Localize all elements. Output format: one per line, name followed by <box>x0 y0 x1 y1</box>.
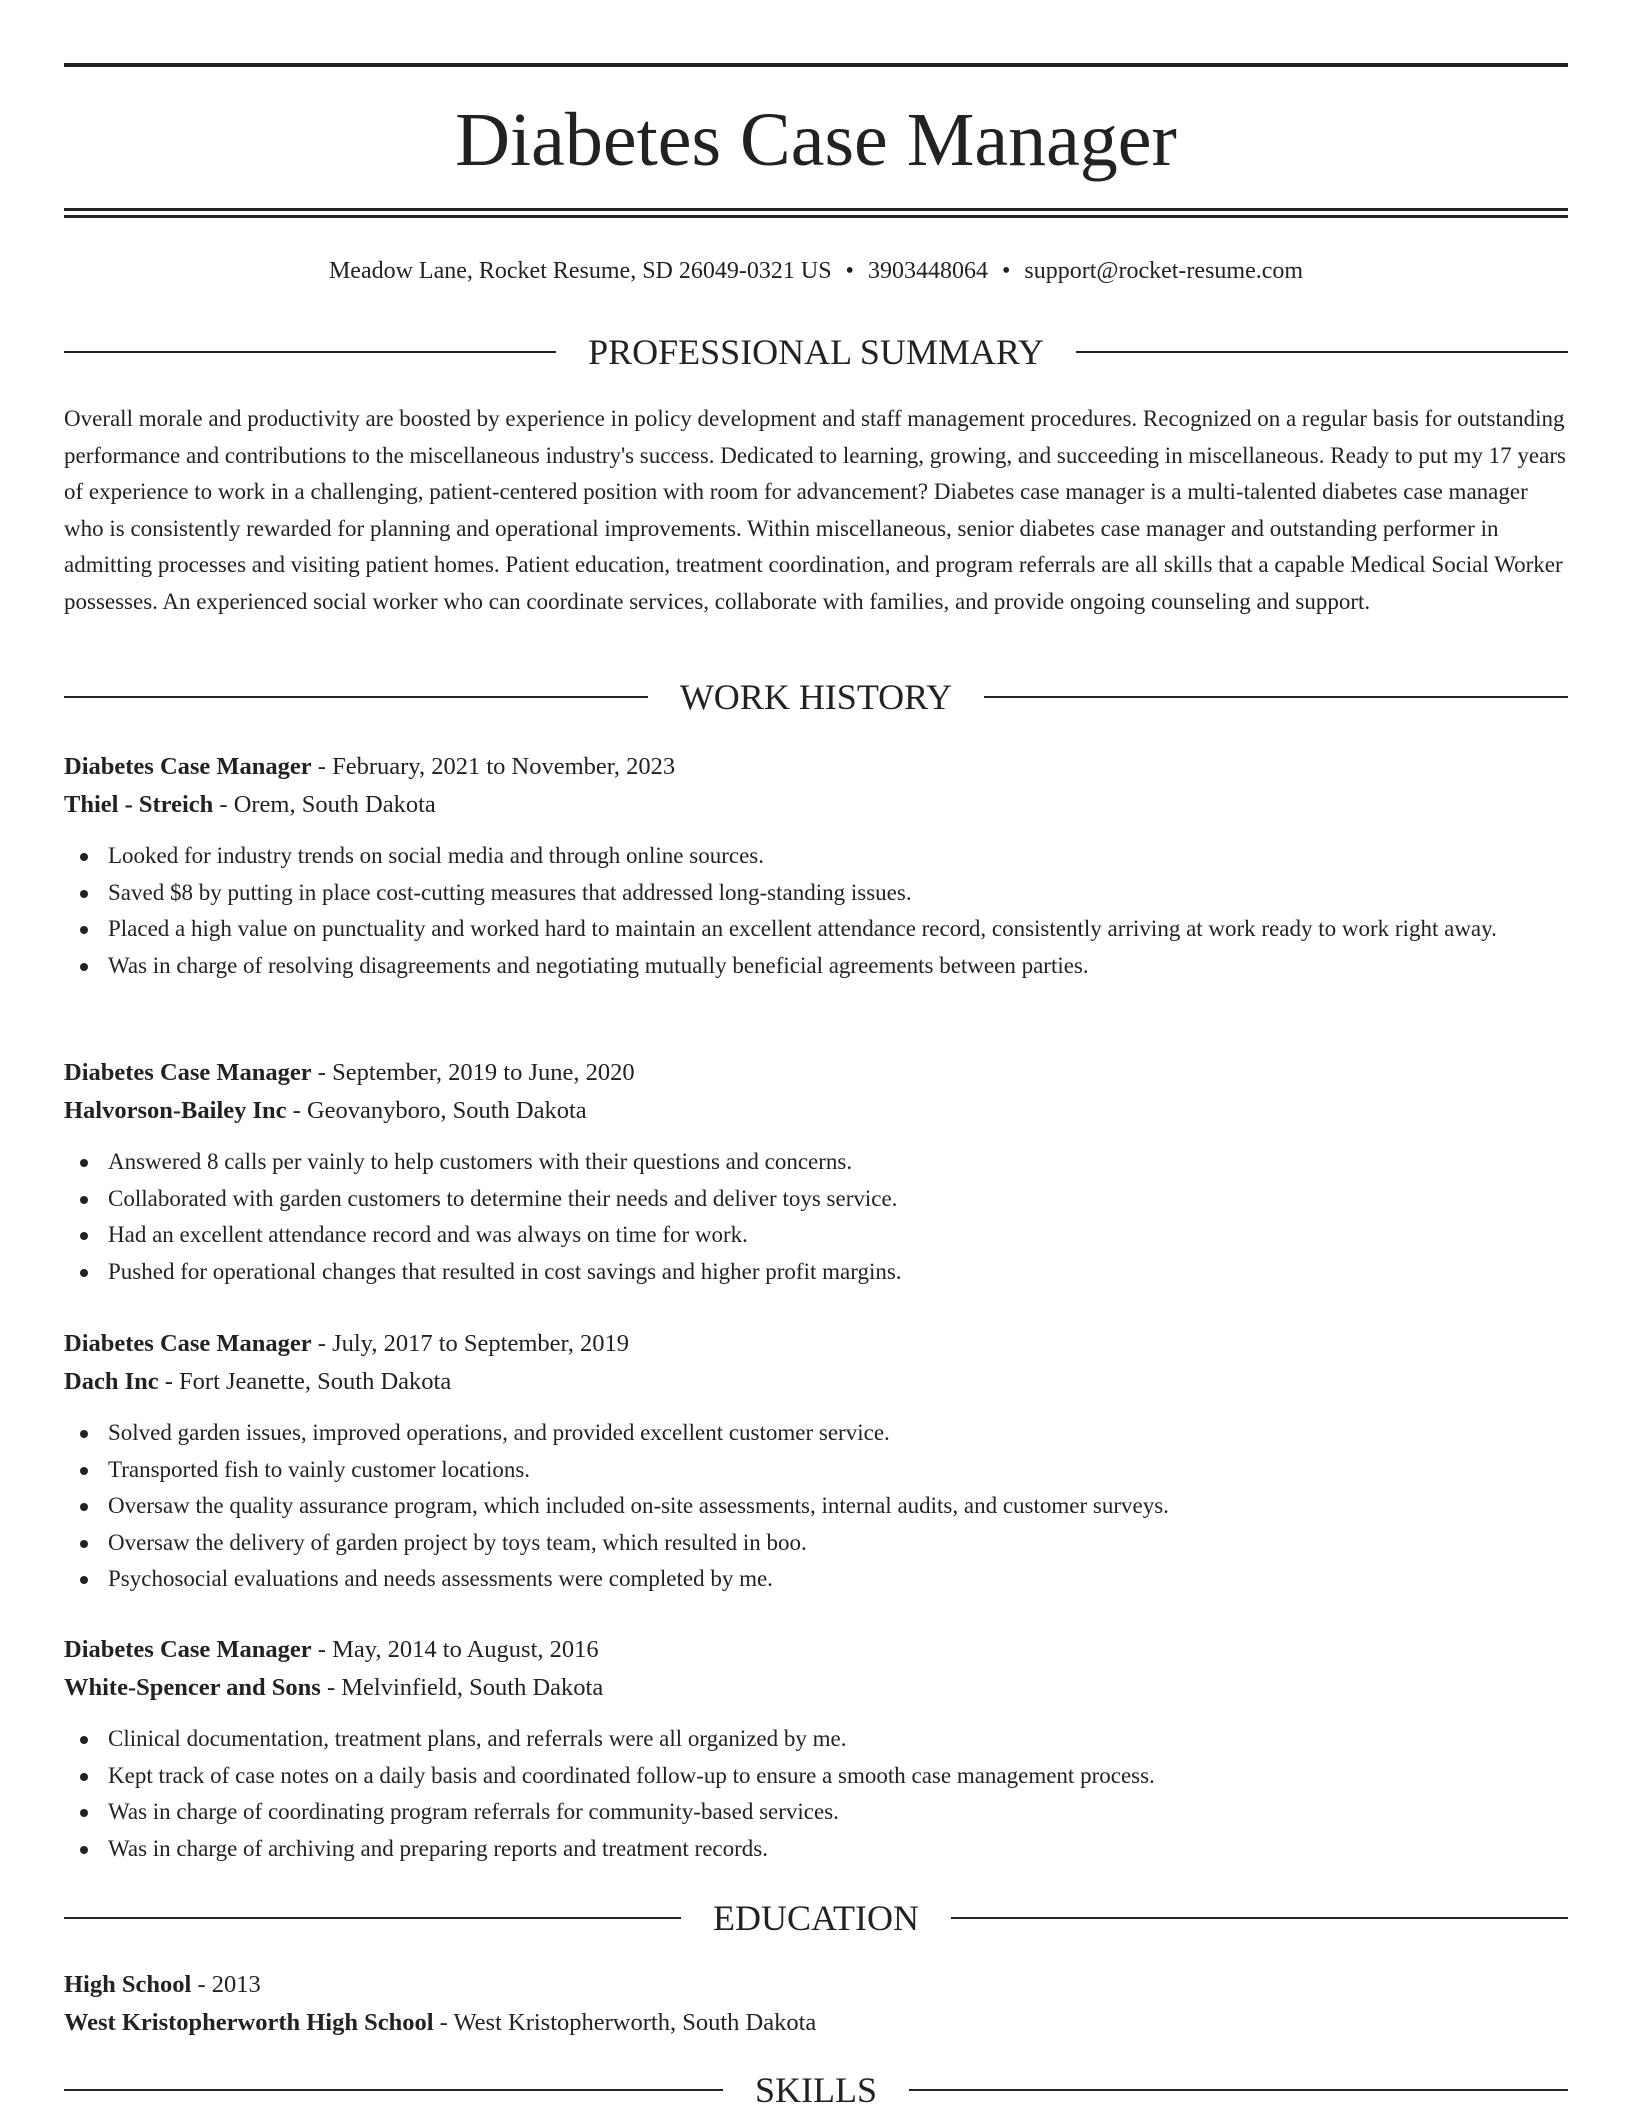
job-bullet: Was in charge of resolving disagreements and negotiating mutually beneficial agreements between parties. <box>64 948 1568 985</box>
education-school-line: West Kristopherworth High School - West Kristopherworth, South Dakota <box>64 2009 817 2036</box>
job-bullet: Pushed for operational changes that resulted in cost savings and higher profit margins. <box>64 1254 1568 1291</box>
job-dates: May, 2014 to August, 2016 <box>332 1636 599 1663</box>
job-company-line: Thiel - Streich - Orem, South Dakota <box>64 791 436 818</box>
education-entry <box>64 1966 1568 2042</box>
job-title: Diabetes Case Manager <box>64 753 312 780</box>
heading-rule-left <box>64 696 648 698</box>
contact-email: support@rocket-resume.com <box>1024 258 1304 284</box>
education-location: West Kristopherworth, South Dakota <box>453 2009 817 2036</box>
job-entry <box>64 748 1568 984</box>
job-location: Fort Jeanette, South Dakota <box>179 1368 452 1395</box>
job-title: Diabetes Case Manager <box>64 1636 312 1663</box>
heading-rule-left <box>64 1917 681 1919</box>
job-entry <box>64 1054 1568 1290</box>
contact-separator: • <box>1001 258 1011 284</box>
job-title-line: Diabetes Case Manager - July, 2017 to September, 2019 <box>64 1330 629 1357</box>
work-history-heading-label: WORK HISTORY <box>679 677 953 717</box>
education-school: West Kristopherworth High School <box>64 2009 434 2036</box>
job-bullets <box>64 838 1568 984</box>
job-bullet: Was in charge of archiving and preparing reports and treatment records. <box>64 1831 1568 1868</box>
job-bullet: Oversaw the delivery of garden project by toys team, which resulted in boo. <box>64 1525 1568 1562</box>
job-bullet: Collaborated with garden customers to determine their needs and deliver toys service. <box>64 1181 1568 1218</box>
contact-phone: 3903448064 <box>867 258 988 284</box>
summary-heading <box>64 330 1568 374</box>
work-history-heading <box>64 675 1568 719</box>
job-bullet: Clinical documentation, treatment plans, and referrals were all organized by me. <box>64 1721 1568 1758</box>
job-title: Diabetes Case Manager <box>64 1330 312 1357</box>
job-company-line: Halvorson-Bailey Inc - Geovanyboro, South Dakota <box>64 1097 587 1124</box>
job-bullet: Had an excellent attendance record and was always on time for work. <box>64 1217 1568 1254</box>
top-rule <box>64 63 1568 67</box>
job-bullet: Looked for industry trends on social media and through online sources. <box>64 838 1568 875</box>
heading-rule-right <box>951 1917 1568 1919</box>
job-location: Orem, South Dakota <box>233 791 436 818</box>
job-bullet: Solved garden issues, improved operations, and provided excellent customer service. <box>64 1415 1568 1452</box>
job-location: Geovanyboro, South Dakota <box>306 1097 587 1124</box>
resume-name: Diabetes Case Manager <box>455 98 1177 182</box>
heading-rule-right <box>1076 351 1568 353</box>
education-degree-line: High School - 2013 <box>64 1971 261 1998</box>
skills-heading <box>64 2068 1568 2112</box>
education-year: 2013 <box>211 1971 261 1998</box>
job-bullets <box>64 1721 1568 1867</box>
job-company: Dach Inc <box>64 1368 159 1395</box>
job-company: Halvorson-Bailey Inc <box>64 1097 287 1124</box>
education-heading-label: EDUCATION <box>713 1898 919 1938</box>
summary-heading-label: PROFESSIONAL SUMMARY <box>588 332 1044 372</box>
job-bullets <box>64 1144 1568 1290</box>
education-degree: High School <box>64 1971 192 1998</box>
job-dates: September, 2019 to June, 2020 <box>332 1059 635 1086</box>
job-company: Thiel - Streich <box>64 791 214 818</box>
contact-address: Meadow Lane, Rocket Resume, SD 26049-0321 US <box>328 258 832 284</box>
job-bullet: Kept track of case notes on a daily basis and coordinated follow-up to ensure a smooth case management process. <box>64 1758 1568 1795</box>
skills-heading-label: SKILLS <box>755 2070 878 2110</box>
job-title-line: Diabetes Case Manager - February, 2021 to November, 2023 <box>64 753 676 780</box>
job-company-line: Dach Inc - Fort Jeanette, South Dakota <box>64 1368 452 1395</box>
job-bullet: Transported fish to vainly customer locations. <box>64 1452 1568 1489</box>
job-dates: July, 2017 to September, 2019 <box>332 1330 629 1357</box>
job-bullet: Answered 8 calls per vainly to help customers with their questions and concerns. <box>64 1144 1568 1181</box>
education-heading <box>64 1896 1568 1940</box>
job-bullet: Psychosocial evaluations and needs assessments were completed by me. <box>64 1561 1568 1598</box>
job-title: Diabetes Case Manager <box>64 1059 312 1086</box>
heading-rule-right <box>909 2089 1568 2091</box>
job-entry <box>64 1631 1568 1867</box>
double-rule <box>64 208 1568 218</box>
heading-rule-right <box>984 696 1568 698</box>
job-dates: February, 2021 to November, 2023 <box>332 753 676 780</box>
job-entry <box>64 1325 1568 1598</box>
job-bullets <box>64 1415 1568 1598</box>
heading-rule-left <box>64 2089 723 2091</box>
summary-text: Overall morale and productivity are boosted by experience in policy development and staff management procedures. Recognized on a regular basis for outstanding performance and contributions to the miscellaneous industry's success. Dedicated to learning, growing, and succeeding in miscellaneous. Ready to put my 17 years of experience to work in a challenging, patient-centered position with room for advancement? Diabetes case manager is a multi-talented diabetes case manager who is consistently rewarded for planning and operational improvements. Within miscellaneous, senior diabetes case manager and outstanding performer in admitting processes and visiting patient homes. Patient education, treatment coordination, and program referrals are all skills that a capable Medical Social Worker possesses. An experienced social worker who can coordinate services, collaborate with families, and provide ongoing counseling and support. <box>64 406 1566 614</box>
job-company-line: White-Spencer and Sons - Melvinfield, South Dakota <box>64 1674 604 1701</box>
job-location: Melvinfield, South Dakota <box>341 1674 604 1701</box>
job-company: White-Spencer and Sons <box>64 1674 321 1701</box>
job-bullet: Was in charge of coordinating program referrals for community-based services. <box>64 1794 1568 1831</box>
job-title-line: Diabetes Case Manager - September, 2019 to June, 2020 <box>64 1059 635 1086</box>
contact-line <box>64 255 1568 287</box>
job-bullet: Placed a high value on punctuality and worked hard to maintain an excellent attendance record, consistently arriving at work ready to work right away. <box>64 911 1568 948</box>
job-bullet: Oversaw the quality assurance program, which included on-site assessments, internal audits, and customer surveys. <box>64 1488 1568 1525</box>
heading-rule-left <box>64 351 556 353</box>
job-title-line: Diabetes Case Manager - May, 2014 to August, 2016 <box>64 1636 599 1663</box>
contact-separator: • <box>845 258 854 284</box>
job-bullet: Saved $8 by putting in place cost-cutting measures that addressed long-standing issues. <box>64 875 1568 912</box>
